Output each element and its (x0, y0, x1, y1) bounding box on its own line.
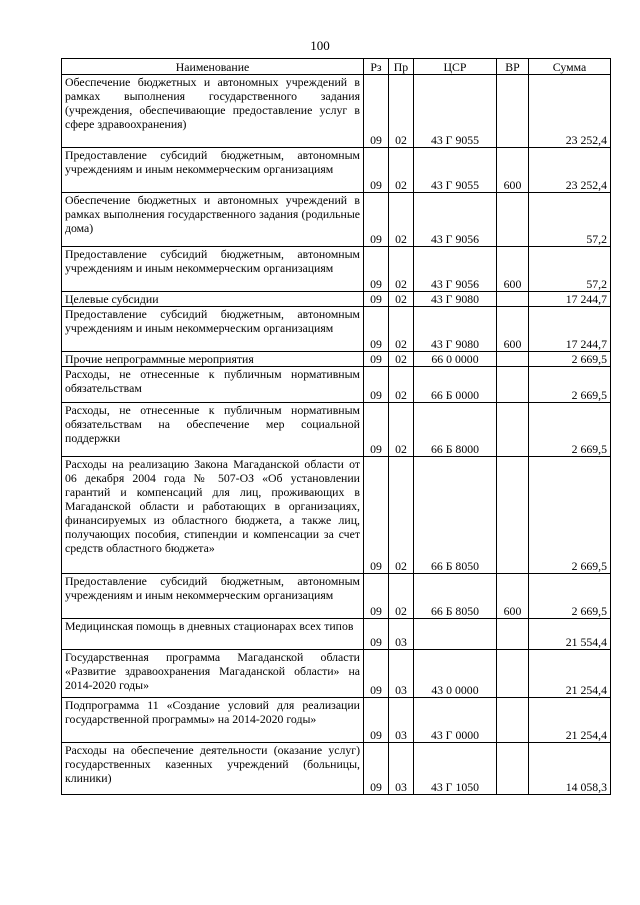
row-rz: 09 (364, 403, 389, 457)
row-csr: 43 Г 9055 (414, 75, 497, 148)
row-pr: 02 (389, 457, 414, 574)
row-name: Расходы, не отнесенные к публичным нормативным обязательствам (62, 367, 364, 403)
row-csr: 66 Б 8000 (414, 403, 497, 457)
row-sum: 2 669,5 (529, 457, 611, 574)
table-row (62, 75, 611, 148)
table-row (62, 193, 611, 247)
row-pr: 02 (389, 247, 414, 292)
row-rz: 09 (364, 574, 389, 619)
header-rz: Рз (364, 59, 389, 75)
row-name: Обеспечение бюджетных и автономных учреждений в рамках выполнения государственного задания (родильные дома) (62, 193, 364, 247)
row-rz: 09 (364, 247, 389, 292)
row-csr: 43 Г 1050 (414, 743, 497, 795)
row-name: Прочие непрограммные мероприятия (62, 352, 364, 367)
row-pr: 02 (389, 193, 414, 247)
row-pr: 02 (389, 75, 414, 148)
row-pr: 03 (389, 743, 414, 795)
row-pr: 02 (389, 403, 414, 457)
row-sum: 57,2 (529, 247, 611, 292)
row-pr: 02 (389, 574, 414, 619)
table-row (62, 367, 611, 403)
row-csr: 43 Г 9080 (414, 292, 497, 307)
row-vr (497, 619, 529, 650)
table-row (62, 352, 611, 367)
row-csr: 66 Б 8050 (414, 457, 497, 574)
table-row (62, 743, 611, 795)
row-vr (497, 292, 529, 307)
row-sum: 2 669,5 (529, 367, 611, 403)
row-name: Государственная программа Магаданской области «Развитие здравоохранения Магаданской области» на 2014-2020 годы» (62, 650, 364, 698)
header-vr: ВР (497, 59, 529, 75)
row-pr: 02 (389, 148, 414, 193)
row-sum: 23 252,4 (529, 75, 611, 148)
row-name: Расходы на обеспечение деятельности (оказание услуг) государственных казенных учреждений (больницы, клиники) (62, 743, 364, 795)
row-rz: 09 (364, 367, 389, 403)
row-sum: 57,2 (529, 193, 611, 247)
row-vr: 600 (497, 148, 529, 193)
row-rz: 09 (364, 619, 389, 650)
row-rz: 09 (364, 698, 389, 743)
row-pr: 02 (389, 352, 414, 367)
row-vr (497, 743, 529, 795)
row-name: Расходы, не отнесенные к публичным нормативным обязательствам на обеспечение мер социальной поддержки (62, 403, 364, 457)
row-pr: 02 (389, 307, 414, 352)
row-vr (497, 650, 529, 698)
row-name: Медицинская помощь в дневных стационарах всех типов (62, 619, 364, 650)
table-row (62, 619, 611, 650)
row-rz: 09 (364, 193, 389, 247)
row-pr: 03 (389, 619, 414, 650)
row-pr: 02 (389, 292, 414, 307)
row-sum: 2 669,5 (529, 574, 611, 619)
page-number: 100 (310, 38, 330, 53)
row-name: Расходы на реализацию Закона Магаданской области от 06 декабря 2004 года № 507-ОЗ «Об установлении гарантий и компенсаций для лиц, проживающих в Магаданской области и работающих в организациях, финансируемых из областного бюджета, а также лиц, получающих пособия, стипендии и компенсации за счет средств областного бюджета» (62, 457, 364, 574)
row-sum: 2 669,5 (529, 352, 611, 367)
row-rz: 09 (364, 292, 389, 307)
row-rz: 09 (364, 352, 389, 367)
table-row (62, 457, 611, 574)
row-sum: 17 244,7 (529, 307, 611, 352)
header-row (62, 59, 611, 75)
row-vr (497, 457, 529, 574)
row-csr: 43 0 0000 (414, 650, 497, 698)
header-csr: ЦСР (414, 59, 497, 75)
row-sum: 21 554,4 (529, 619, 611, 650)
table-row (62, 698, 611, 743)
row-sum: 21 254,4 (529, 698, 611, 743)
row-rz: 09 (364, 743, 389, 795)
row-rz: 09 (364, 650, 389, 698)
row-name: Подпрограмма 11 «Создание условий для реализации государственной программы» на 2014-2020 годы» (62, 698, 364, 743)
row-rz: 09 (364, 75, 389, 148)
row-rz: 09 (364, 148, 389, 193)
row-sum: 17 244,7 (529, 292, 611, 307)
header-sum: Сумма (529, 59, 611, 75)
header-name: Наименование (62, 59, 364, 75)
row-csr: 43 Г 9080 (414, 307, 497, 352)
row-csr: 43 Г 9056 (414, 247, 497, 292)
table-row (62, 247, 611, 292)
header-pr: Пр (389, 59, 414, 75)
row-vr (497, 403, 529, 457)
row-sum: 23 252,4 (529, 148, 611, 193)
row-name: Предоставление субсидий бюджетным, автономным учреждениям и иным некоммерческим организациям (62, 148, 364, 193)
table-row (62, 148, 611, 193)
row-name: Целевые субсидии (62, 292, 364, 307)
row-rz: 09 (364, 457, 389, 574)
table-row (62, 574, 611, 619)
row-vr: 600 (497, 574, 529, 619)
table-row (62, 292, 611, 307)
row-csr: 43 Г 9056 (414, 193, 497, 247)
row-vr (497, 75, 529, 148)
table-row (62, 650, 611, 698)
row-vr (497, 367, 529, 403)
row-csr: 43 Г 9055 (414, 148, 497, 193)
row-name: Предоставление субсидий бюджетным, автономным учреждениям и иным некоммерческим организациям (62, 247, 364, 292)
row-vr: 600 (497, 307, 529, 352)
row-pr: 02 (389, 367, 414, 403)
row-name: Обеспечение бюджетных и автономных учреждений в рамках выполнения государственного задания (учреждения, обеспечивающие предоставление услуг в сфере здравоохранения) (62, 75, 364, 148)
row-vr: 600 (497, 247, 529, 292)
row-sum: 14 058,3 (529, 743, 611, 795)
row-name: Предоставление субсидий бюджетным, автономным учреждениям и иным некоммерческим организациям (62, 574, 364, 619)
budget-table (61, 58, 611, 795)
row-csr (414, 619, 497, 650)
row-csr: 66 Б 0000 (414, 367, 497, 403)
row-csr: 66 Б 8050 (414, 574, 497, 619)
row-csr: 43 Г 0000 (414, 698, 497, 743)
row-rz: 09 (364, 307, 389, 352)
row-vr (497, 352, 529, 367)
row-pr: 03 (389, 650, 414, 698)
row-csr: 66 0 0000 (414, 352, 497, 367)
table-row (62, 307, 611, 352)
row-vr (497, 193, 529, 247)
row-pr: 03 (389, 698, 414, 743)
row-sum: 21 254,4 (529, 650, 611, 698)
row-vr (497, 698, 529, 743)
table-row (62, 403, 611, 457)
row-sum: 2 669,5 (529, 403, 611, 457)
row-name: Предоставление субсидий бюджетным, автономным учреждениям и иным некоммерческим организациям (62, 307, 364, 352)
